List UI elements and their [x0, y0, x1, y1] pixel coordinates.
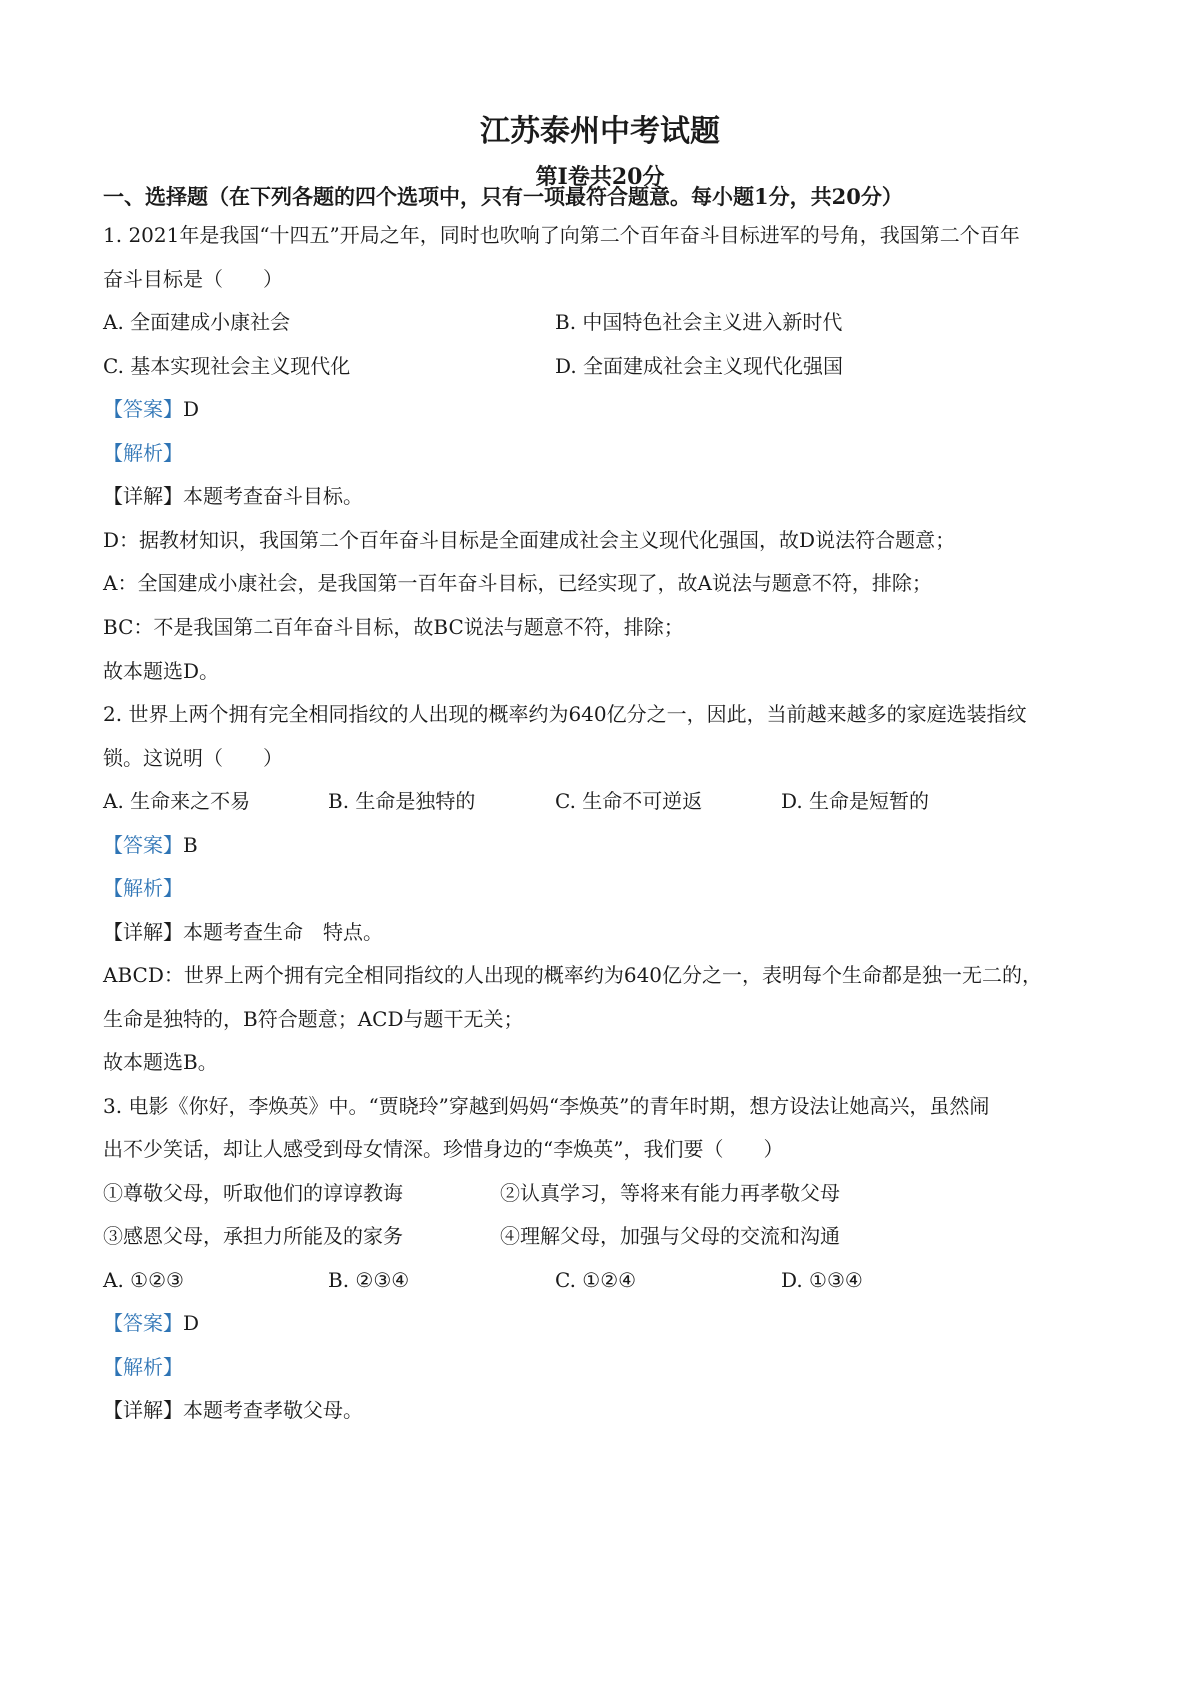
- q3-option-c: C. ①②④: [555, 1268, 637, 1292]
- q2-option-c: C. 生命不可逆返: [555, 789, 703, 813]
- q1-option-c: C. 基本实现社会主义现代化: [103, 354, 351, 378]
- q2-option-d: D. 生命是短暂的: [781, 789, 930, 813]
- q2-option-a: A. 生命来之不易: [103, 789, 251, 813]
- page-title: 江苏泰州中考试题: [480, 114, 720, 149]
- q3-analysis-tag: 【解析】: [103, 1355, 183, 1379]
- q3-stem-line2: 出不少笑话，却让人感受到母女情深。珍惜身边的“李焕英”，我们要（ ）: [103, 1137, 784, 1161]
- q2-detail-line: 故本题选B。: [103, 1050, 218, 1074]
- section-heading: 一、选择题（在下列各题的四个选项中，只有一项最符合题意。每小题1分，共20分）: [103, 184, 903, 209]
- q3-stem-line1: 3. 电影《你好，李焕英》中。“贾晓玲”穿越到妈妈“李焕英”的青年时期，想方设法让她高兴，虽然闹: [103, 1094, 990, 1118]
- q2-option-b: B. 生命是独特的: [328, 789, 476, 813]
- q2-analysis-tag: 【解析】: [103, 876, 183, 900]
- q3-statement: ①尊敬父母，听取他们的谆谆教诲: [103, 1181, 403, 1205]
- q1-stem-line1: 1. 2021年是我国“十四五”开局之年，同时也吹响了向第二个百年奋斗目标进军的号角，我国第二个百年: [103, 223, 1020, 247]
- q3-statement: ③感恩父母，承担力所能及的家务: [103, 1224, 403, 1248]
- q3-answer: D: [183, 1311, 200, 1335]
- q1-option-a: A. 全面建成小康社会: [103, 310, 291, 334]
- q3-option-d: D. ①③④: [781, 1268, 863, 1292]
- q1-detail-line: 故本题选D。: [103, 659, 220, 683]
- q1-detail-line: 【详解】本题考查奋斗目标。: [103, 484, 363, 508]
- q2-detail-line: ABCD：世界上两个拥有完全相同指纹的人出现的概率约为640亿分之一，表明每个生命都是独一无二的，: [103, 963, 1043, 987]
- q3-statement: ②认真学习，等将来有能力再孝敬父母: [500, 1181, 840, 1205]
- q3-detail-line: 【详解】本题考查孝敬父母。: [103, 1398, 363, 1422]
- q1-analysis-tag: 【解析】: [103, 441, 183, 465]
- q1-answer-line: [103, 396, 199, 422]
- q1-stem-line2: 奋斗目标是（ ）: [103, 267, 283, 291]
- q1-answer: D: [183, 397, 200, 421]
- q3-answer-line: [103, 1310, 199, 1336]
- q1-detail-line: BC：不是我国第二百年奋斗目标，故BC说法与题意不符，排除；: [103, 615, 684, 639]
- answer-tag: 【答案】: [103, 397, 183, 421]
- q2-answer: B: [183, 833, 198, 857]
- q1-option-d: D. 全面建成社会主义现代化强国: [555, 354, 844, 378]
- q3-option-b: B. ②③④: [328, 1268, 410, 1292]
- q2-stem-line1: 2. 世界上两个拥有完全相同指纹的人出现的概率约为640亿分之一，因此，当前越来越多的家庭选装指纹: [103, 702, 1027, 726]
- answer-tag: 【答案】: [103, 1311, 183, 1335]
- q1-detail-line: A：全国建成小康社会，是我国第一百年奋斗目标，已经实现了，故A说法与题意不符，排除；: [103, 571, 932, 595]
- q1-detail-line: D：据教材知识，我国第二个百年奋斗目标是全面建成社会主义现代化强国，故D说法符合题意；: [103, 528, 956, 552]
- q2-answer-line: [103, 832, 198, 858]
- q2-detail-line: 生命是独特的，B符合题意；ACD与题干无关；: [103, 1007, 524, 1031]
- answer-tag: 【答案】: [103, 833, 183, 857]
- q3-statement: ④理解父母，加强与父母的交流和沟通: [500, 1224, 840, 1248]
- q3-option-a: A. ①②③: [103, 1268, 184, 1292]
- page-subtitle: 第Ⅰ卷共20分: [535, 164, 665, 190]
- q2-detail-line: 【详解】本题考查生命 特点。: [103, 920, 383, 944]
- q2-stem-line2: 锁。这说明（ ）: [103, 746, 283, 770]
- q1-option-b: B. 中国特色社会主义进入新时代: [555, 310, 843, 334]
